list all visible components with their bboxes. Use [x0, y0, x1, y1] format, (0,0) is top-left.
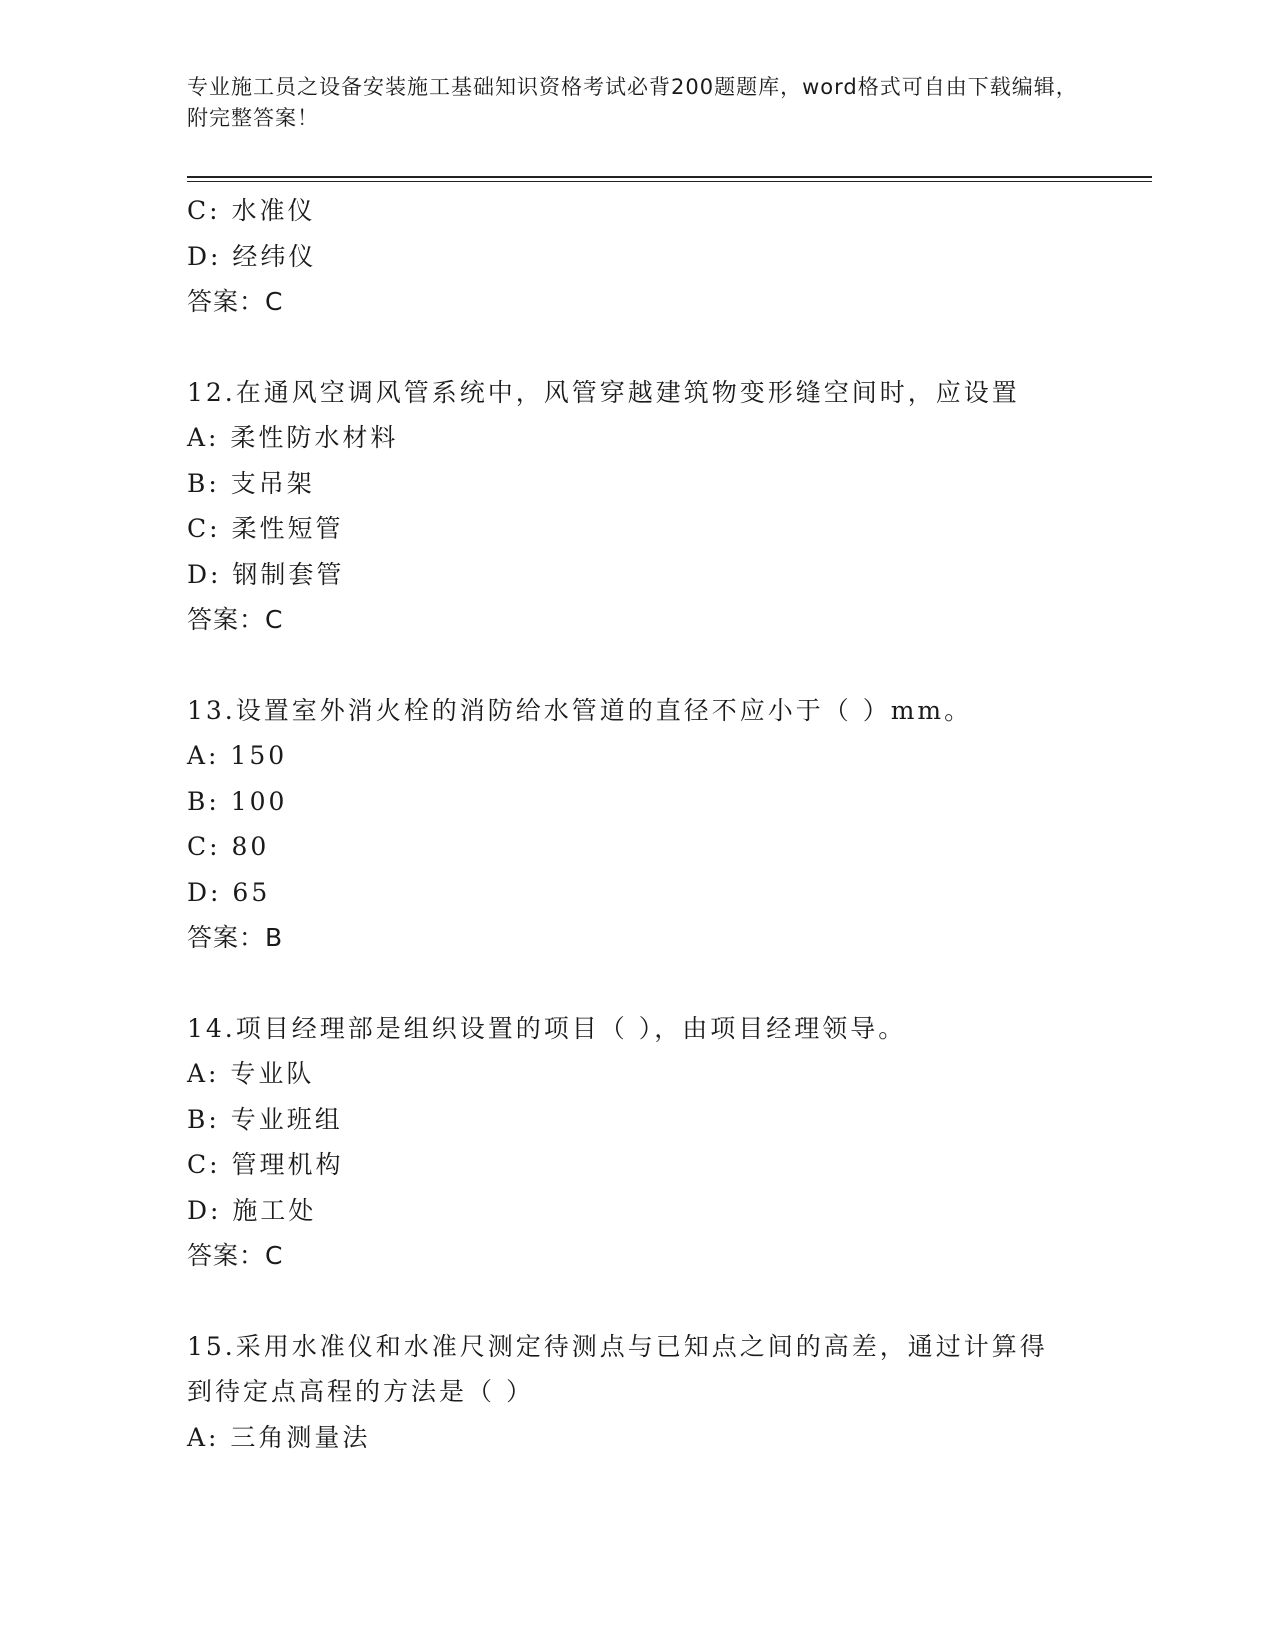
answer-line: 答案：C [187, 287, 284, 316]
question-content [187, 188, 1087, 1460]
document-header-title: 专业施工员之设备安装施工基础知识资格考试必背200题题库，word格式可自由下载编辑，附完整答案！ [187, 75, 1078, 130]
option-a: A: 专业队 [187, 1059, 315, 1088]
question-15 [187, 1324, 1087, 1461]
option-c: C: 水准仪 [187, 196, 316, 225]
question-text: 15.采用水准仪和水准尺测定待测点与已知点之间的高差，通过计算得到待定点高程的方法是（ ） [187, 1331, 1048, 1406]
option-a: A: 150 [187, 741, 288, 770]
option-d: D: 施工处 [187, 1195, 317, 1225]
option-a: A: 柔性防水材料 [187, 423, 399, 452]
header-divider-thick [187, 176, 1152, 178]
question-text: 14.项目经理部是组织设置的项目（ ），由项目经理领导。 [187, 1013, 907, 1043]
option-c: C: 管理机构 [187, 1150, 344, 1179]
option-a: A: 三角测量法 [187, 1422, 371, 1452]
header-divider-thin [187, 181, 1152, 182]
continued-question [187, 188, 1087, 325]
question-13 [187, 688, 1087, 961]
option-b: B: 专业班组 [187, 1104, 343, 1134]
question-12 [187, 370, 1087, 643]
question-text: 12.在通风空调风管系统中，风管穿越建筑物变形缝空间时，应设置 [187, 377, 1020, 407]
option-c: C: 80 [187, 832, 270, 861]
question-text: 13.设置室外消火栓的消防给水管道的直径不应小于（ ）mm。 [187, 695, 973, 725]
answer-line: 答案：B [187, 923, 284, 952]
answer-line: 答案：C [187, 605, 284, 634]
option-c: C: 柔性短管 [187, 514, 344, 543]
option-b: B: 100 [187, 786, 288, 816]
option-d: D: 65 [187, 877, 271, 907]
option-b: B: 支吊架 [187, 468, 315, 498]
option-d: D: 经纬仪 [187, 241, 317, 271]
answer-line: 答案：C [187, 1241, 284, 1270]
question-14 [187, 1006, 1087, 1279]
option-d: D: 钢制套管 [187, 559, 345, 589]
